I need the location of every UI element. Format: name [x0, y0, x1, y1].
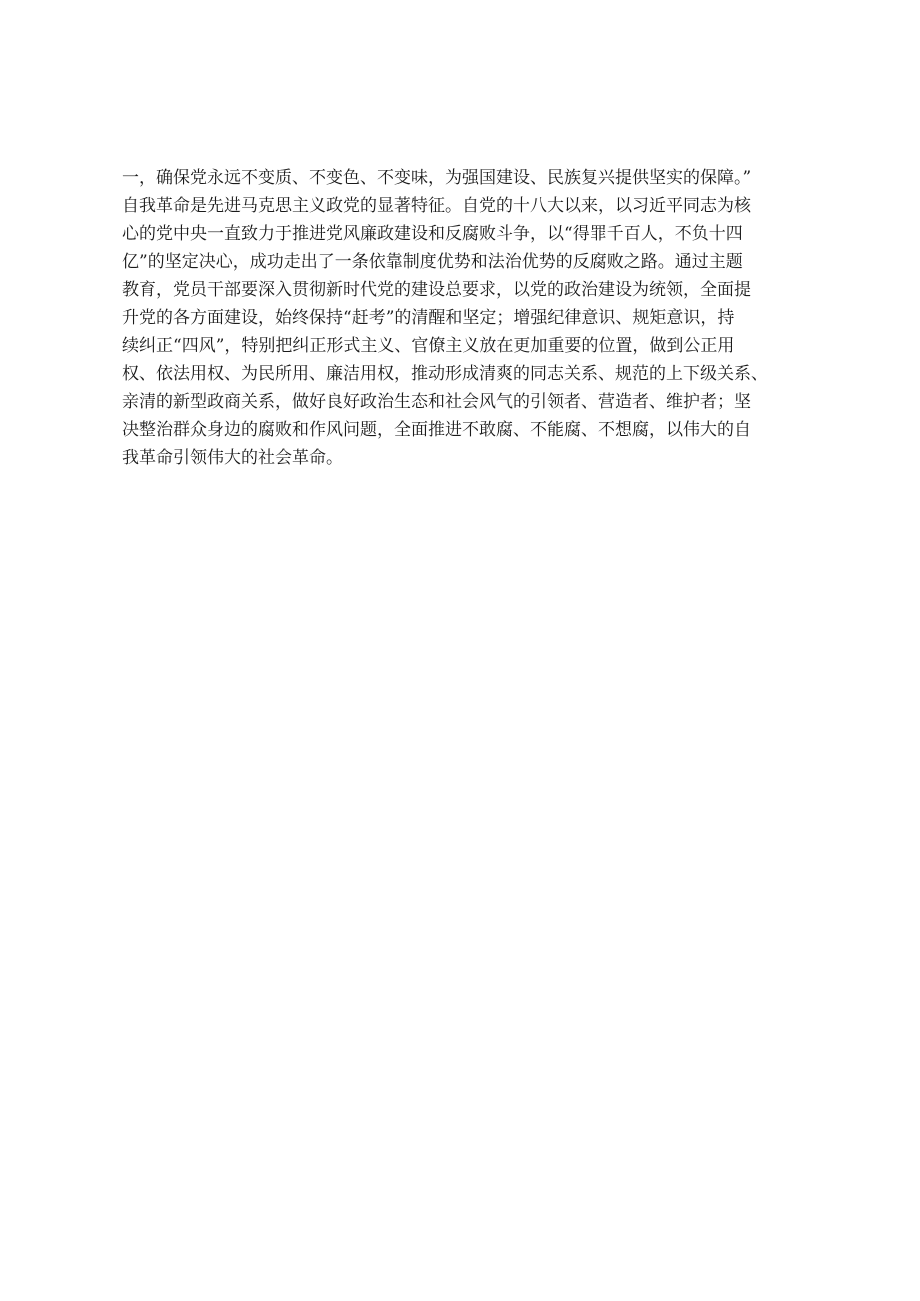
text-line: 我革命引领伟大的社会革命。	[122, 448, 343, 468]
text-line: 一，确保党永远不变质、不变色、不变味，为强国建设、民族复兴提供坚实的保障。”	[122, 168, 752, 188]
text-line: 自我革命是先进马克思主义政党的显著特征。自党的十八大以来，以习近平同志为核	[122, 196, 751, 216]
text-line: 亲清的新型政商关系，做好良好政治生态和社会风气的引领者、营造者、维护者；坚	[122, 392, 751, 412]
text-line: 心的党中央一直致力于推进党风廉政建设和反腐败斗争，以“得罪千百人，不负十四	[122, 224, 743, 244]
text-line: 续纠正“四风”，特别把纠正形式主义、官僚主义放在更加重要的位置，做到公正用	[122, 336, 735, 356]
text-line: 亿”的坚定决心，成功走出了一条依靠制度优势和法治优势的反腐败之路。通过主题	[122, 252, 743, 272]
text-line: 升党的各方面建设，始终保持“赶考”的清醒和坚定；增强纪律意识、规矩意识，持	[122, 308, 735, 328]
text-line: 决整治群众身边的腐败和作风问题，全面推进不敢腐、不能腐、不想腐，以伟大的自	[122, 420, 751, 440]
text-line: 权、依法用权、为民所用、廉洁用权，推动形成清爽的同志关系、规范的上下级关系、	[122, 364, 768, 384]
text-line: 教育，党员干部要深入贯彻新时代党的建设总要求，以党的政治建设为统领，全面提	[122, 280, 751, 300]
body-paragraph	[122, 164, 822, 472]
